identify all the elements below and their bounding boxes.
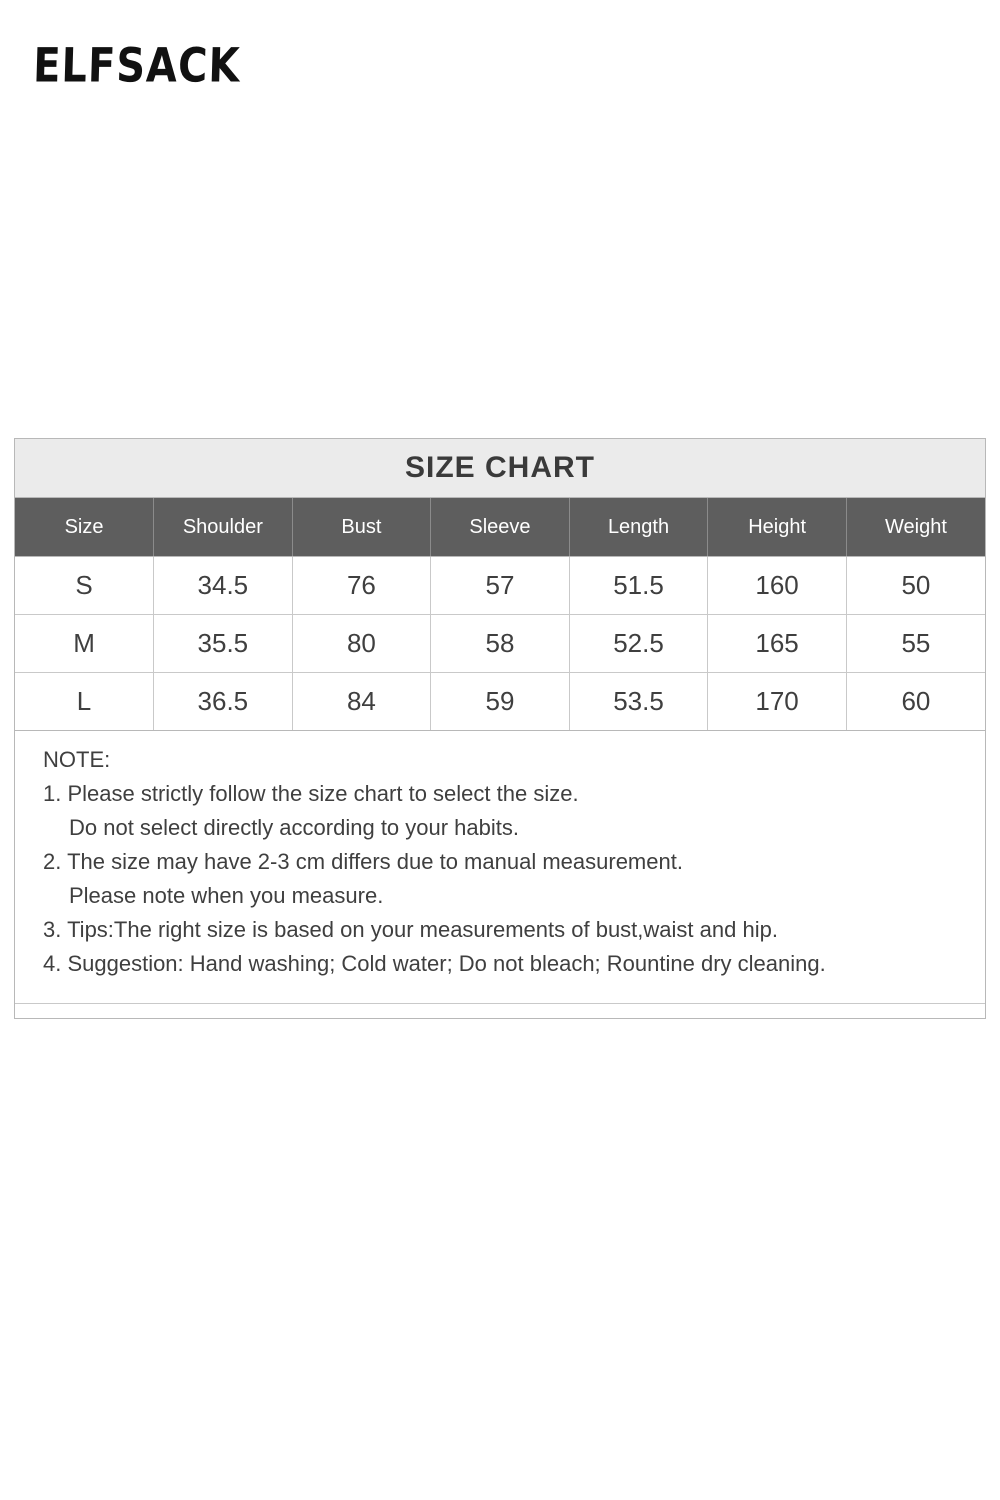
cell-shoulder: 34.5	[154, 557, 293, 615]
note-line-4: 4. Suggestion: Hand washing; Cold water; Do not bleach; Rountine dry cleaning.	[43, 951, 826, 976]
cell-weight: 60	[846, 673, 985, 731]
table-row	[15, 557, 985, 615]
cell-size: M	[15, 615, 154, 673]
note-line-1: 1. Please strictly follow the size chart to select the size.	[43, 781, 579, 806]
brand-logo	[34, 38, 294, 108]
cell-sleeve: 57	[431, 557, 570, 615]
cell-length: 51.5	[569, 557, 708, 615]
cell-weight: 55	[846, 615, 985, 673]
table-row	[15, 673, 985, 731]
cell-length: 53.5	[569, 673, 708, 731]
column-header-bust: Bust	[292, 498, 431, 557]
size-chart-notes	[15, 731, 985, 1004]
cell-bust: 84	[292, 673, 431, 731]
size-chart-table-head	[15, 498, 985, 557]
cell-shoulder: 36.5	[154, 673, 293, 731]
cell-bust: 80	[292, 615, 431, 673]
size-chart-panel	[14, 438, 986, 1019]
cell-weight: 50	[846, 557, 985, 615]
table-row	[15, 615, 985, 673]
size-chart-title-bar	[15, 439, 985, 498]
column-header-length: Length	[569, 498, 708, 557]
size-chart-table-body	[15, 557, 985, 731]
note-line-2b: Please note when you measure.	[69, 883, 384, 908]
note-line-1b: Do not select directly according to your habits.	[69, 815, 520, 840]
cell-shoulder: 35.5	[154, 615, 293, 673]
cell-bust: 76	[292, 557, 431, 615]
note-line-3: 3. Tips:The right size is based on your measurements of bust,waist and hip.	[43, 917, 778, 942]
size-chart-table	[15, 498, 985, 731]
size-chart-title: SIZE CHART	[405, 451, 595, 484]
cell-length: 52.5	[569, 615, 708, 673]
cell-size: L	[15, 673, 154, 731]
column-header-sleeve: Sleeve	[431, 498, 570, 557]
panel-bottom-strip	[15, 1004, 985, 1018]
column-header-height: Height	[708, 498, 847, 557]
cell-height: 165	[708, 615, 847, 673]
cell-height: 160	[708, 557, 847, 615]
cell-size: S	[15, 557, 154, 615]
column-header-shoulder: Shoulder	[154, 498, 293, 557]
cell-sleeve: 59	[431, 673, 570, 731]
table-header-row	[15, 498, 985, 557]
notes-heading: NOTE:	[43, 747, 111, 772]
cell-sleeve: 58	[431, 615, 570, 673]
column-header-weight: Weight	[846, 498, 985, 557]
column-header-size: Size	[15, 498, 154, 557]
brand-logo-text: ELFSACK	[32, 39, 242, 94]
cell-height: 170	[708, 673, 847, 731]
note-line-2: 2. The size may have 2-3 cm differs due to manual measurement.	[43, 849, 683, 874]
